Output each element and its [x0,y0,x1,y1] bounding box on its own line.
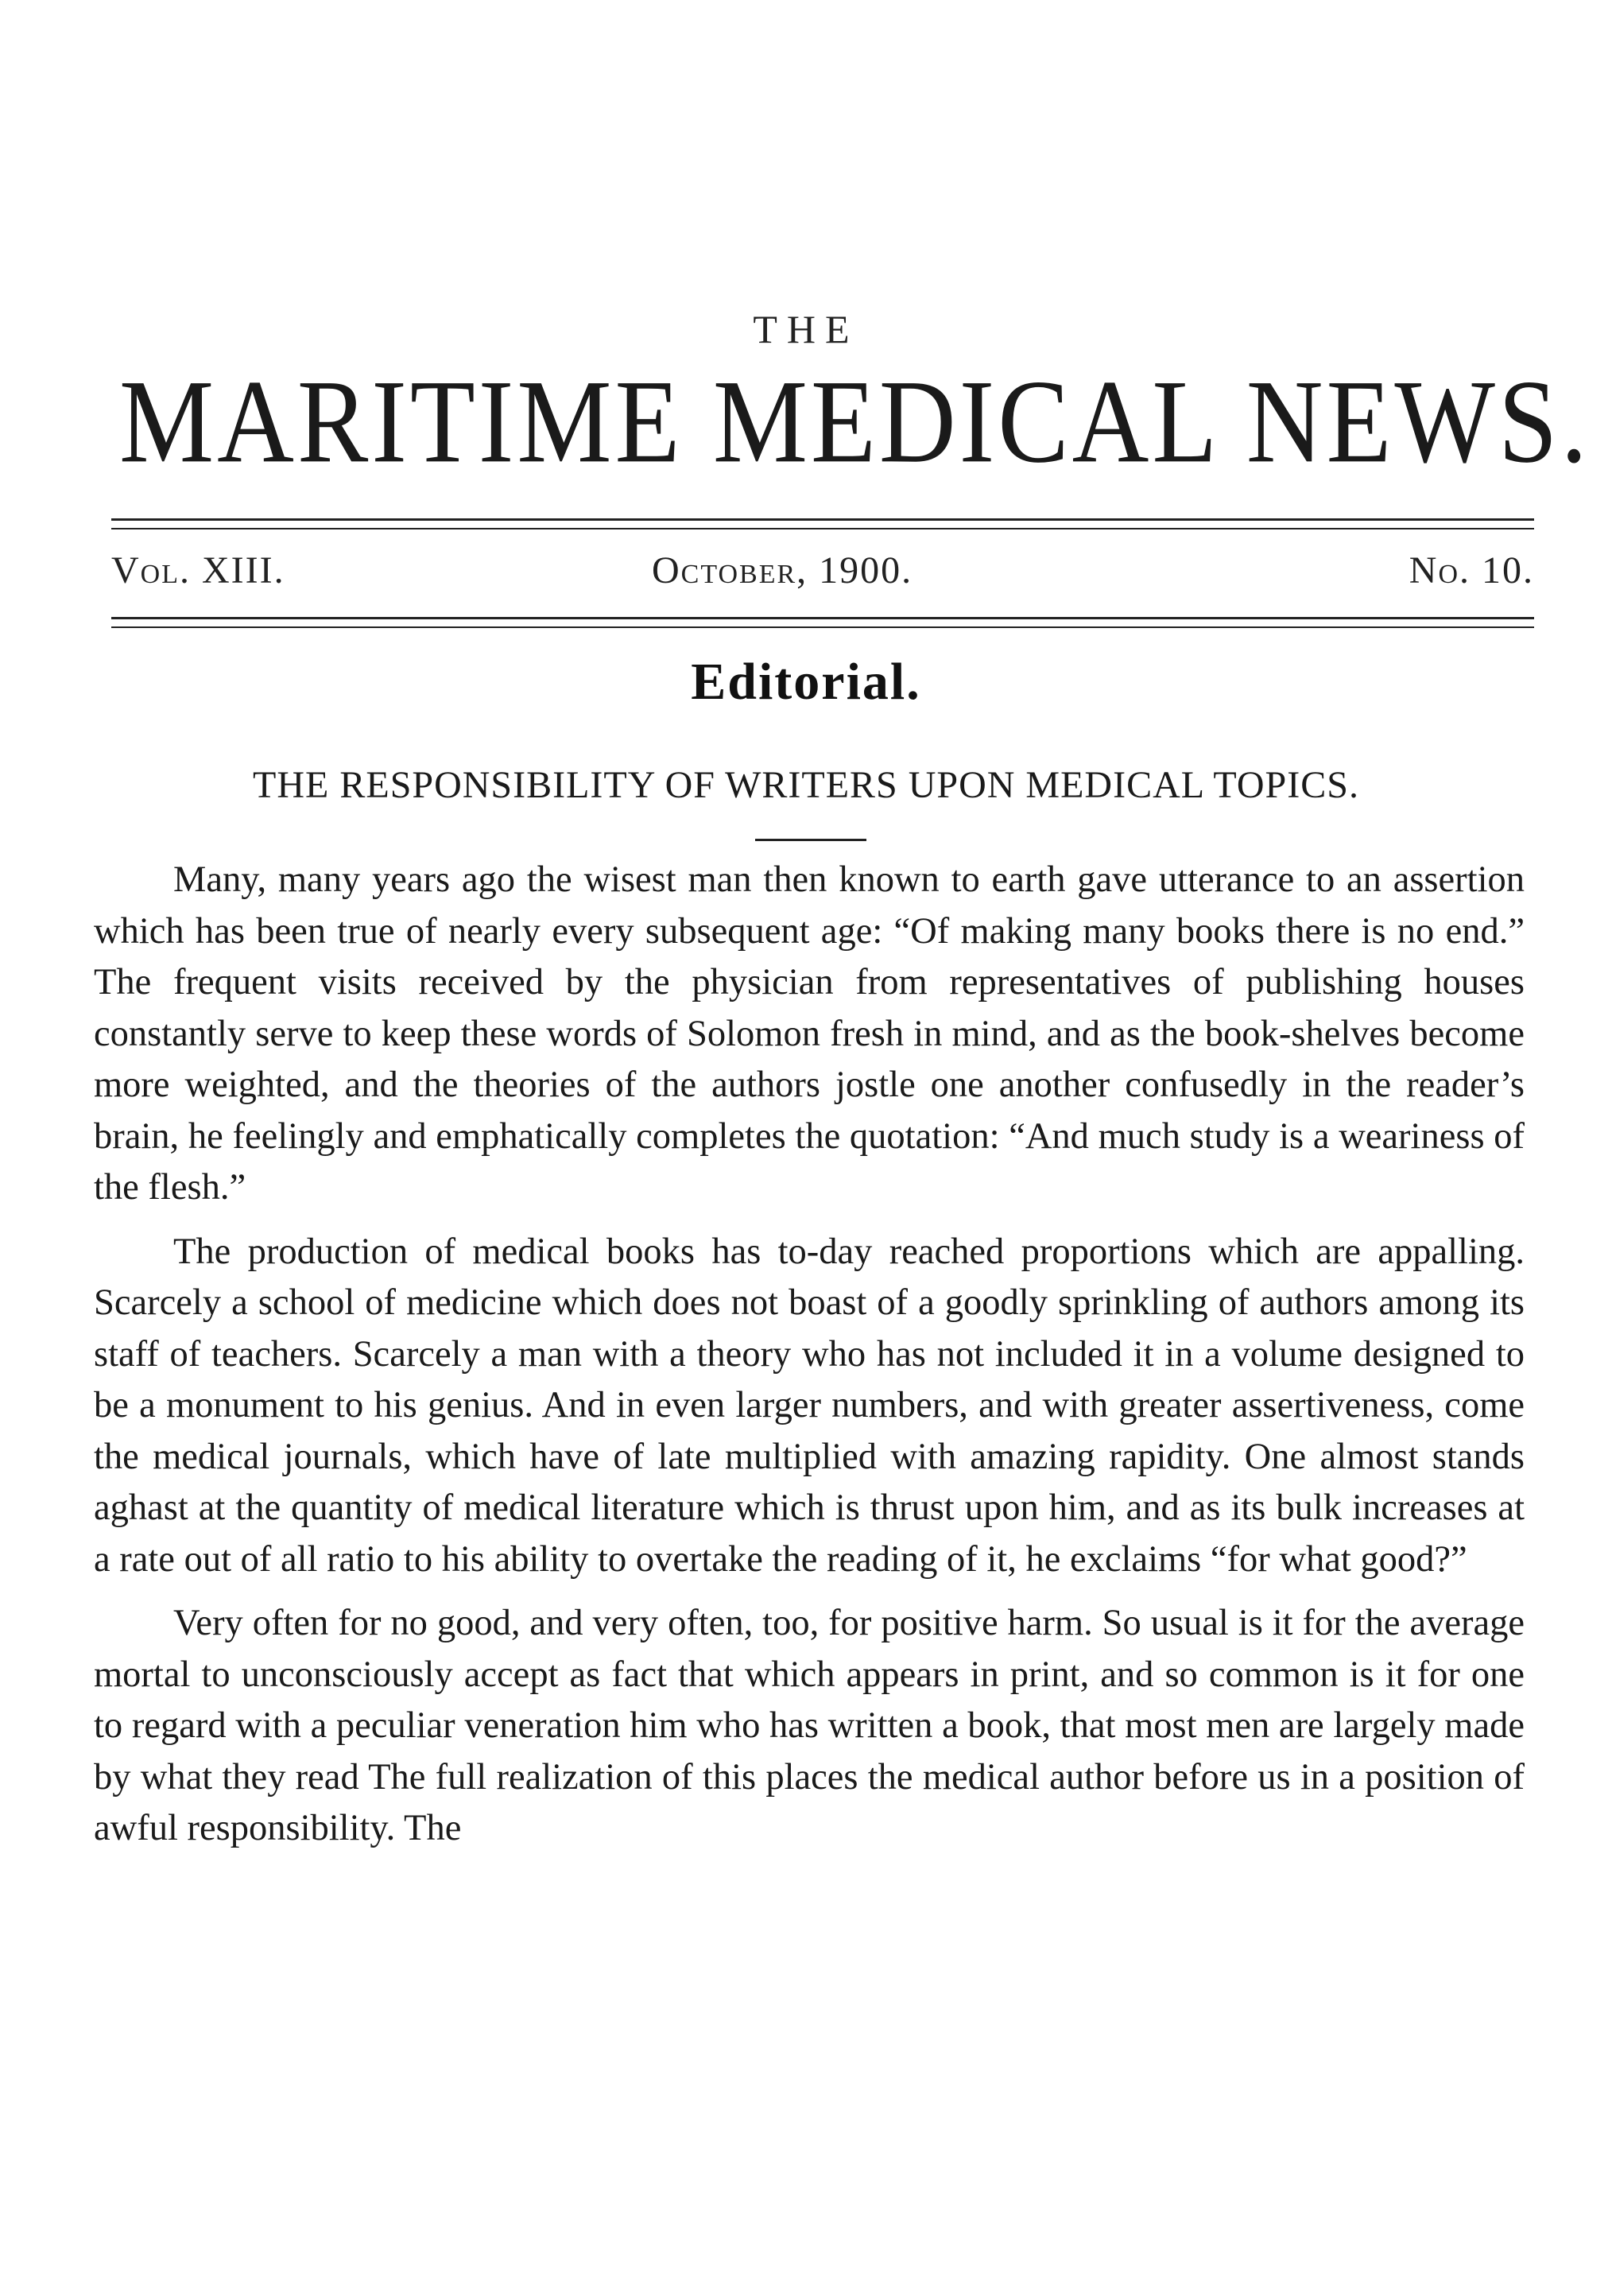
article-paragraph: Many, many years ago the wisest man then known to earth gave utterance to an assertion which has been true of nearly every subsequent age: “Of making many books there is no end.” The frequent visits received by the physician from representatives of publishing houses constantly serve to keep these words of Solomon fresh in mind, and as the book-shelves become more weighted, and the theories of the authors jostle one another confusedly in the reader’s brain, he feelingly and emphatically completes the quotation: “And much study is a weariness of the flesh.” [94,859,1525,1208]
article-paragraph: Very often for no good, and very often, too, for positive harm. So usual is it for the average mortal to unconsciously accept as fact that which appears in print, and so common is it for one to regard with a peculiar veneration him who has written a book, that most men are largely made by what they read The full realization of this places the medical author before us in a position of awful responsibility. The [94,1603,1525,1848]
title-divider [755,839,866,841]
issue-rule-bottom [111,626,1534,628]
volume-label: Vol. XIII. [111,549,285,591]
masthead-pre-title: THE [753,307,859,351]
masthead-title: MARITIME MEDICAL NEWS. [119,355,1591,487]
issue-rule-top [111,617,1534,619]
issue-info-line [111,549,1534,604]
article-title: THE RESPONSIBILITY OF WRITERS UPON MEDICAL TOPICS. [253,764,1359,806]
article-paragraph: The production of medical books has to-day reached proportions which are appalling. Scarcely a school of medicine which does not boast of a goodly sprinkling of authors among its staff of teachers. Scarcely a man with a theory who has not included it in a volume designed to be a monument to his genius. And in even larger numbers, and with greater assertiveness, come the medical journals, which have of late multiplied with amazing rapidity. One almost stands aghast at the quantity of medical literature which is thrust upon him, and as its bulk increases at a rate out of all ratio to his ability to overtake the reading of it, he exclaims “for what good?” [94,1231,1525,1580]
article-body [94,855,1525,1867]
section-heading: Editorial. [691,653,921,711]
issue-number: No. 10. [1409,549,1534,591]
issue-date: October, 1900. [652,549,913,591]
masthead-rule-bottom [111,528,1534,529]
masthead-rule-top [111,518,1534,521]
